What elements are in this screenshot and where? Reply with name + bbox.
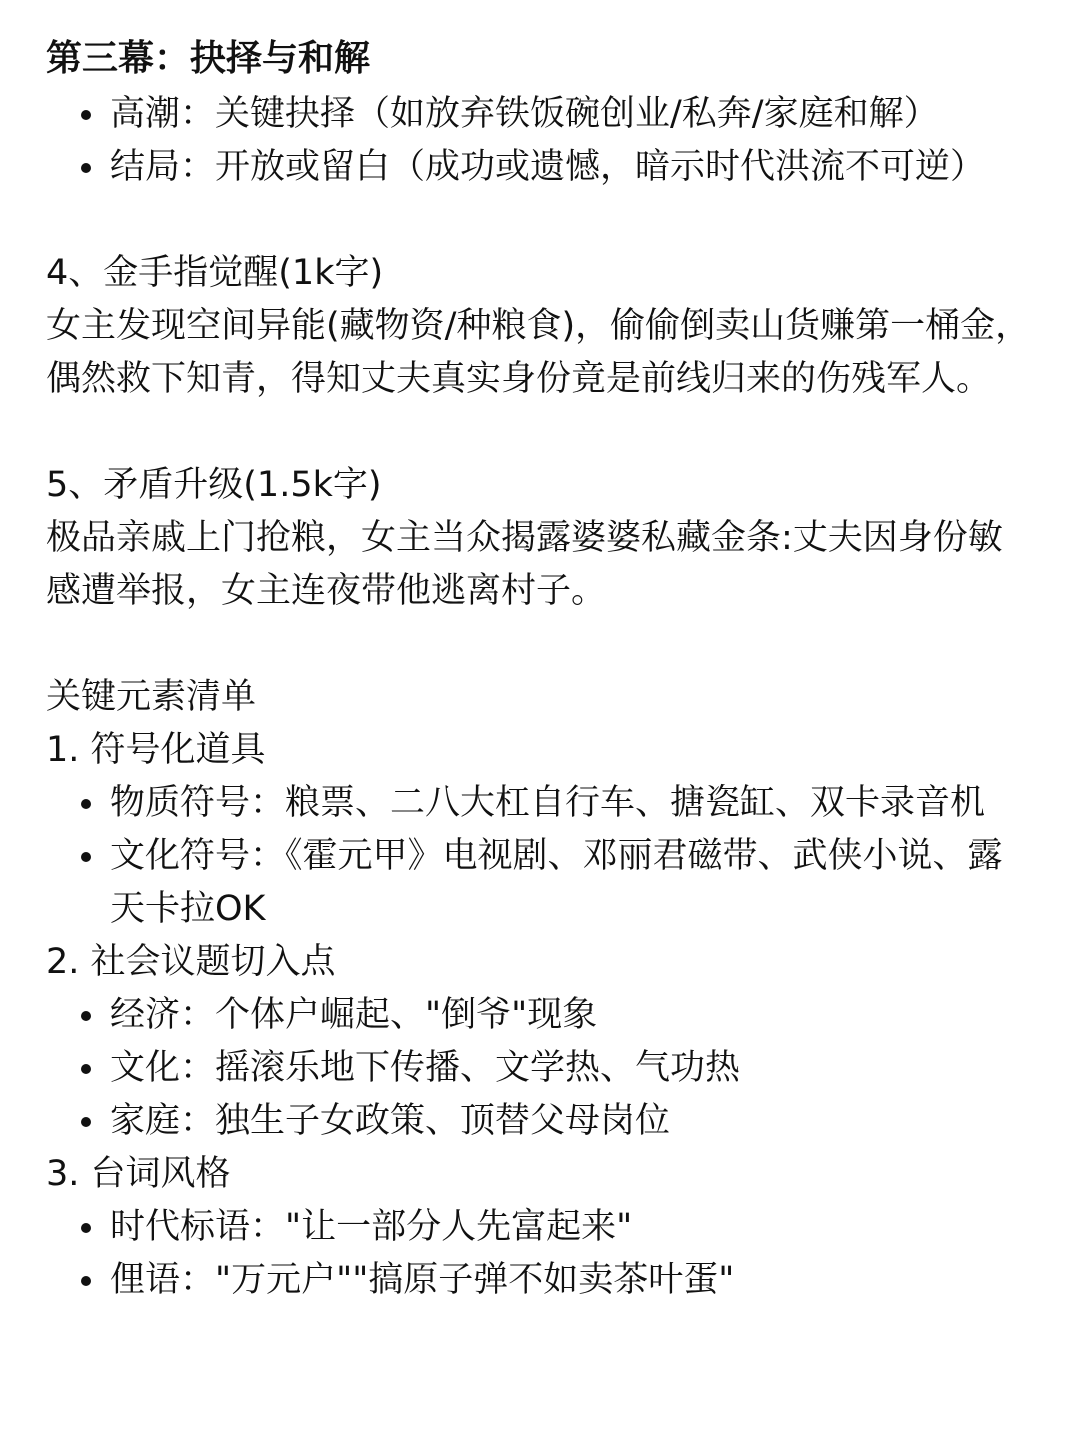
- document-page: [46, 30, 1046, 1307]
- section4-body: 女主发现空间异能(藏物资/种粮食)，偷偷倒卖山货赚第一桶金，偶然救下知青，得知丈夫真实身份竟是前线归来的伤残军人。: [46, 306, 1031, 399]
- group-dialogue-item-slogan: 时代标语："让一部分人先富起来": [46, 1201, 1046, 1254]
- group-props-heading: 1. 符号化道具: [46, 730, 266, 770]
- spacer: [46, 194, 1046, 247]
- group-social-item-family: 家庭：独生子女政策、顶替父母岗位: [46, 1095, 1046, 1148]
- group-props-item-culture: 文化符号：《霍元甲》电视剧、邓丽君磁带、武侠小说、露天卡拉OK: [46, 830, 1035, 936]
- group-dialogue-item-slang: 俚语："万元户""搞原子弹不如卖茶叶蛋": [46, 1254, 1046, 1307]
- group-social-item-economy: 经济：个体户崛起、"倒爷"现象: [46, 989, 1046, 1042]
- act3-bullet-climax: 高潮：关键抉择（如放弃铁饭碗创业/私奔/家庭和解）: [46, 88, 1046, 141]
- group-dialogue-heading: 3. 台词风格: [46, 1154, 231, 1194]
- group-social-item-culture: 文化：摇滚乐地下传播、文学热、气功热: [46, 1042, 1046, 1095]
- elements-title: 关键元素清单: [46, 677, 257, 717]
- spacer: [46, 406, 1046, 459]
- act3-bullet-ending: 结局：开放或留白（成功或遗憾，暗示时代洪流不可逆）: [46, 141, 1046, 194]
- section4-title: 4、金手指觉醒(1k字): [46, 253, 384, 293]
- group-props-item-material: 物质符号：粮票、二八大杠自行车、搪瓷缸、双卡录音机: [46, 777, 1046, 830]
- section5-body: 极品亲戚上门抢粮，女主当众揭露婆婆私藏金条:丈夫因身份敏感遭举报，女主连夜带他逃离村子。: [46, 518, 1003, 611]
- group-social-heading: 2. 社会议题切入点: [46, 942, 336, 982]
- spacer: [46, 618, 1046, 671]
- section5-title: 5、矛盾升级(1.5k字): [46, 465, 382, 505]
- act3-title: 第三幕：抉择与和解: [46, 38, 371, 79]
